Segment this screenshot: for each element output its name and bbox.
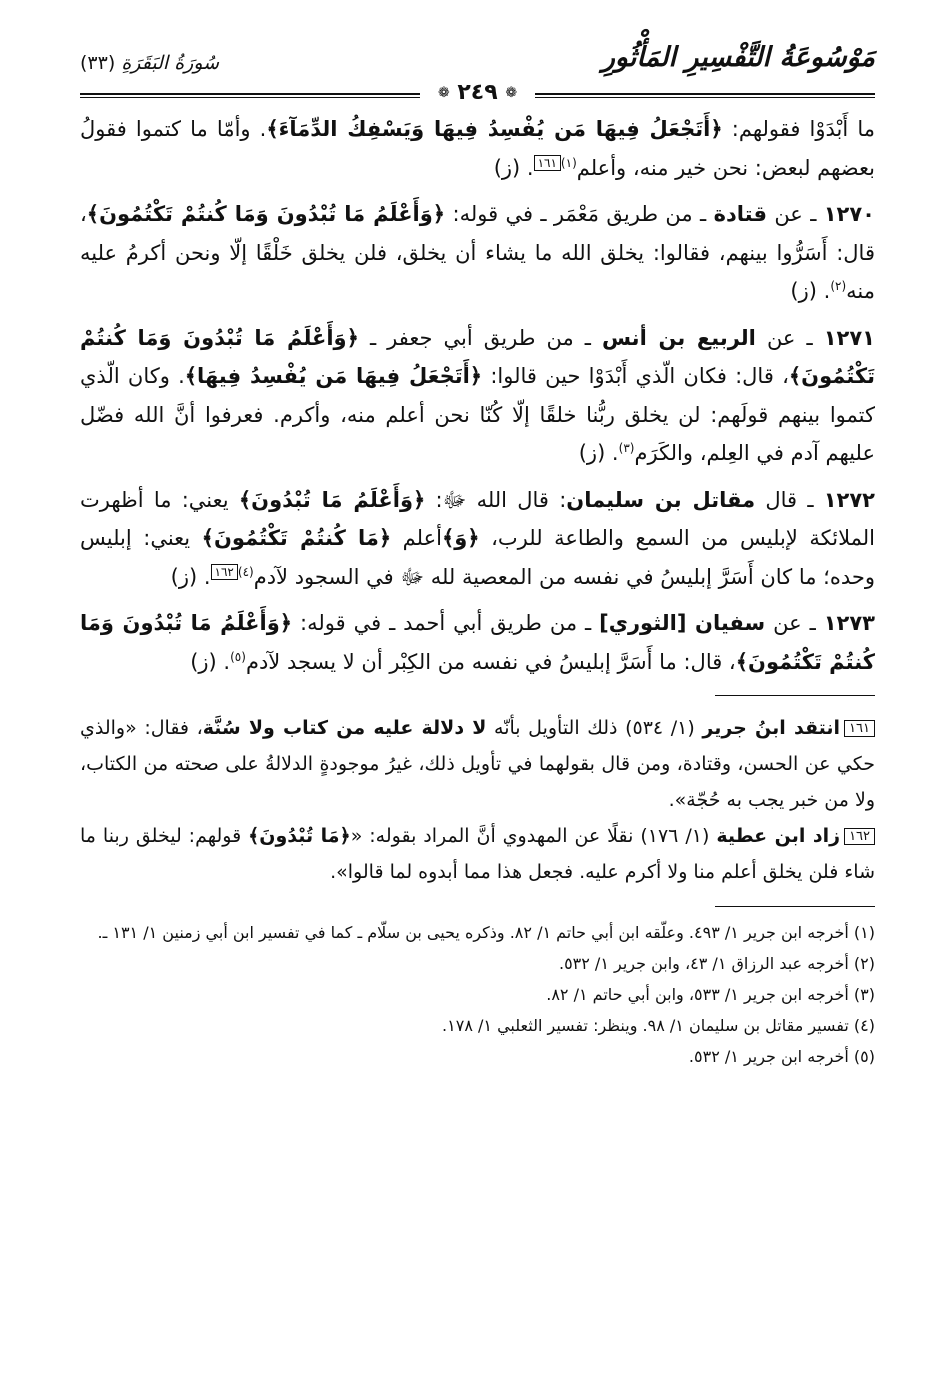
- quran-quote: ﴿وَأَعْلَمُ مَا تُبْدُونَ﴾: [238, 487, 426, 512]
- surah-number: (٣٣): [80, 52, 116, 74]
- text: ـ عن: [765, 611, 824, 635]
- footnote-ref[interactable]: (٥): [230, 649, 246, 664]
- text: أعلم: [391, 526, 442, 550]
- commentary-tag: ١٦١: [844, 720, 875, 737]
- text: ـ قال: [755, 487, 824, 512]
- text: . وأمّا ما كتموا فقولُ بعضهم لبعض: نحن خير منه، وأعلم: [80, 117, 875, 180]
- narration-number: ١٢٧٠: [823, 202, 876, 226]
- text: ، قال: فكان الّذي أَبْدَوْا حين قالوا:: [482, 364, 789, 388]
- footnote-1: (١) أخرجه ابن جرير ١/ ٤٩٣. وعلّقه ابن أبي حاتم ١/ ٨٢. وذكره يحيى بن سلّام ـ كما في تفسير ابن أبي زمنين ١/ ١٣١ ـ.: [97, 923, 875, 942]
- text: يعني: إبليس وحده؛ ما كان أَسَرَّ إبليسُ في نفسه من المعصية لله ﷻ في السجود لآدم: [80, 526, 875, 589]
- footnote-2: (٢) أخرجه عبد الرزاق ١/ ٤٣، وابن جرير ١/ ٥٣٢.: [558, 954, 875, 973]
- text: ، قال: أَسَرُّوا بينهم، فقالوا: يخلق الله ما يشاء أن يخلق، فلن يخلق خَلْقًا إلّا ونحن أكرمُ عليه منه: [80, 202, 875, 303]
- text: ـ من طريق مَعْمَر ـ في قوله:: [445, 202, 714, 226]
- narration-1273: [80, 604, 875, 681]
- page-number: ٢٤٩: [457, 80, 498, 105]
- text: . وكان الّذي كتموا بينهم قولَهم: لن يخلق ربُّنا خلقًا إلّا كُنّا نحن أعلم منه، وأكرم. فعرفوا أنَّ الله فضّل عليهم آدم في العِلم، والكَرَم: [80, 364, 875, 465]
- narration-number: ١٢٧١: [823, 325, 875, 350]
- text: . (ز): [790, 279, 831, 303]
- narrator-name: مقاتل بن سليمان: [566, 487, 756, 512]
- footnote-4: (٤) تفسير مقاتل بن سليمان ١/ ٩٨. وينظر: تفسير الثعلبي ١/ ١٧٨.: [442, 1016, 875, 1035]
- quran-quote: ﴿أَتَجْعَلُ فِيهَا مَن يُفْسِدُ فِيهَا وَيَسْفِكُ الدِّمَآءَ﴾: [266, 117, 723, 141]
- text: ـ عن: [766, 202, 824, 226]
- narrator-name: قتادة: [713, 202, 767, 226]
- narrator-name: سفيان [الثوري]: [599, 611, 766, 635]
- text: (١/ ١٧٦) نقلًا عن المهدوي أنَّ المراد بقوله: «: [350, 825, 717, 847]
- text: . (ز): [170, 564, 211, 589]
- quran-quote: ﴿أَتَجْعَلُ فِيهَا مَن يُفْسِدُ فِيهَا﴾: [184, 364, 483, 388]
- book-title: مَوْسُوعَةُ التَّفْسِيرِ المَأْثُورِ: [601, 42, 875, 73]
- text: . (ز): [493, 155, 534, 180]
- quran-quote: ﴿وَأَعْلَمُ مَا تُبْدُونَ وَمَا كُنتُمْ تَكْتُمُونَ﴾: [86, 202, 446, 226]
- main-text: [80, 110, 875, 681]
- commentary-ref[interactable]: ١٦١: [534, 155, 561, 171]
- header-rule: [80, 80, 875, 105]
- text: ـ من طريق أبي أحمد ـ في قوله:: [292, 611, 600, 635]
- book-page: [80, 42, 875, 1072]
- text: ما أَبْدَوْا فقولهم:: [722, 117, 875, 141]
- footnotes: [80, 917, 875, 1072]
- text: . (ز): [190, 649, 231, 674]
- footnote-5: (٥) أخرجه ابن جرير ١/ ٥٣٢.: [688, 1047, 875, 1066]
- commentary-161: [80, 710, 875, 818]
- footnote-divider: [715, 906, 875, 907]
- ornament-icon: ❁: [505, 85, 518, 101]
- narrator-name: الربيع بن أنس: [602, 325, 756, 350]
- narration-1270: [80, 195, 875, 311]
- header-line-left: [80, 93, 420, 95]
- surah-name: سُورَةُ البَقَرَةِ: [121, 52, 220, 74]
- text: ـ من طريق أبي جعفر ـ: [358, 325, 602, 350]
- text: . (ز): [578, 441, 619, 465]
- header-line-right: [535, 93, 875, 95]
- quran-quote: ﴿مَا تُبْدُونَ﴾: [248, 825, 351, 847]
- ornament-icon: ❁: [437, 85, 450, 101]
- commentary-section: [80, 710, 875, 890]
- text: يعني: ما أظهرت الملائكة لإبليس من السمع والطاعة للرب،: [80, 487, 875, 550]
- footnote-ref[interactable]: (١): [560, 155, 577, 170]
- paragraph-continuation: [80, 110, 875, 187]
- commentary-162: [80, 818, 875, 890]
- surah-label: [80, 52, 219, 74]
- commentary-ref[interactable]: ١٦٢: [211, 564, 238, 580]
- page-header: [80, 42, 875, 82]
- narration-number: ١٢٧٢: [823, 487, 875, 512]
- text: ـ عن: [755, 325, 824, 350]
- quran-quote: ﴿وَ﴾: [441, 526, 480, 550]
- footnote-ref[interactable]: (٤): [237, 564, 254, 579]
- narration-1271: [80, 319, 875, 473]
- commentary-tag: ١٦٢: [844, 828, 875, 845]
- text: ، فقال: «والذي حكي عن الحسن، وقتادة، ومن قال بقولهما في تأويل ذلك، غيرُ موجودةٍ الدلالةُ على صحته من الكتاب، ولا من خبر يجب به حُجّة».: [80, 717, 875, 811]
- scholar-name: زاد ابن عطية: [716, 825, 841, 847]
- text: قولهم: ليخلق ربنا ما شاء فلن يخلق أعلم منا ولا أكرم عليه. فجعل هذا مما أبدوه لما قالوا».: [80, 825, 875, 883]
- text: (١/ ٥٣٤) ذلك التأويل بأنّه: [486, 717, 703, 739]
- text: : قال الله ﷻ:: [425, 487, 567, 512]
- narration-1272: [80, 481, 875, 597]
- footnote-ref[interactable]: (٣): [618, 441, 635, 455]
- emphasis: لا دلالة عليه من كتاب ولا سُنَّة: [202, 717, 487, 739]
- scholar-name: انتقد ابنُ جرير: [702, 717, 841, 739]
- quran-quote: ﴿وَأَعْلَمُ مَا تُبْدُونَ وَمَا كُنتُمْ تَكْتُمُونَ﴾: [80, 325, 876, 388]
- page-number-box: [428, 80, 527, 105]
- footnote-ref[interactable]: (٢): [830, 279, 847, 293]
- footnote-3: (٣) أخرجه ابن جرير ١/ ٥٣٣، وابن أبي حاتم ١/ ٨٢.: [546, 985, 875, 1004]
- commentary-divider: [715, 695, 875, 696]
- quran-quote: ﴿مَا كُنتُمْ تَكْتُمُونَ﴾: [201, 526, 392, 550]
- quran-quote: ﴿وَأَعْلَمُ مَا تُبْدُونَ وَمَا كُنتُمْ تَكْتُمُونَ﴾: [80, 611, 875, 674]
- header-line-left-thin: [80, 97, 420, 98]
- text: ، قال: ما أَسَرَّ إبليسُ في نفسه من الكِبْر أن لا يسجد لآدم: [245, 649, 736, 674]
- narration-number: ١٢٧٣: [823, 611, 875, 635]
- header-line-right-thin: [535, 97, 875, 98]
